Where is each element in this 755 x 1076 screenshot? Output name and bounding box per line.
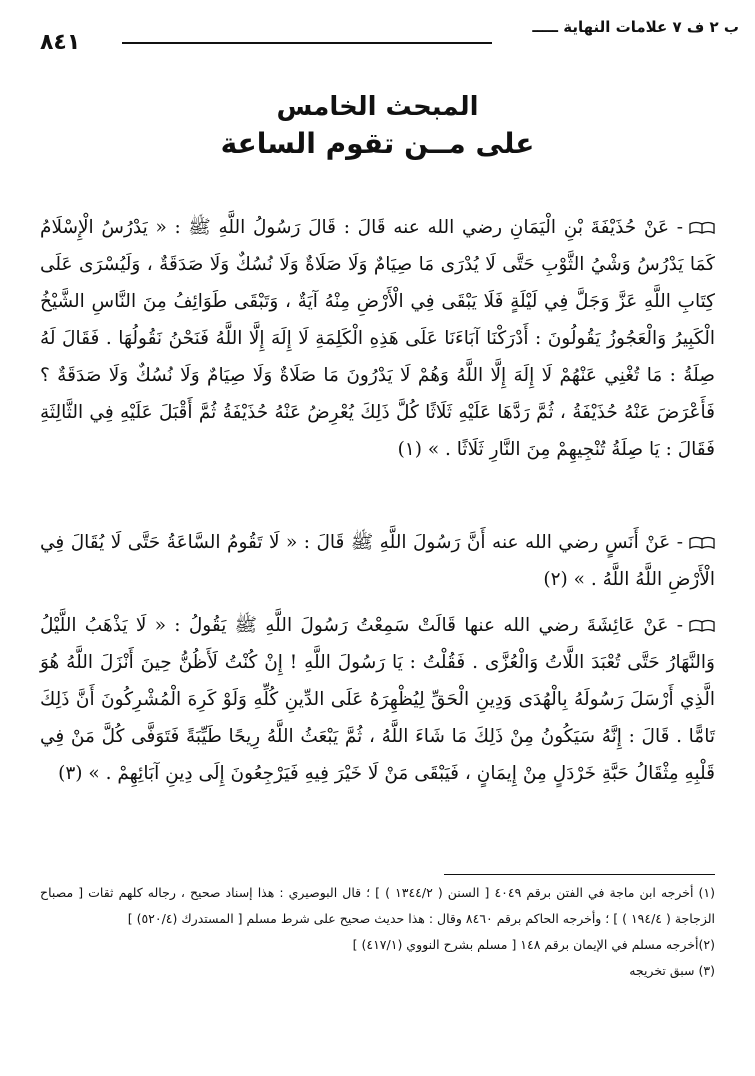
running-header: ب ٢ ف ٧ علامات النهاية ـــــ xyxy=(532,18,739,36)
footnote: (١) أخرجه ابن ماجة في الفتن برقم ٤٠٤٩ [ السنن ( ١٣٤٤/٢ ) ] ؛ قال البوصيري : هذا إسناد صحيح ، رجاله كلهم ثقات [ مصباح الزجاجة ( ١٩٤/٤ ) ] ؛ وأخرجه الحاكم برقم ٨٤٦٠ وقال : هذا حديث صحيح على شرط مسلم [ المستدرك (٥٢٠/٤) ] xyxy=(40,885,716,926)
footnote: (٢)أخرجه مسلم في الإيمان برقم ١٤٨ [ مسلم بشرح النووي (٤١٧/١) ] xyxy=(352,937,715,952)
header-rule xyxy=(122,42,492,44)
hadith-text: - عَنْ أَنَسٍ رضي الله عنه أَنَّ رَسُولَ اللَّهِ ﷺ قَالَ : « لَا تَقُومُ السَّاعَةُ حَتَّى لَا يُقَالَ فِي الْأَرْضِ اللَّهُ اللَّهُ . » (٢) xyxy=(40,531,715,590)
section-heading: المبحث الخامس xyxy=(276,92,479,122)
footnote-rule xyxy=(444,874,715,875)
section-subheading: على مــن تقوم الساعة xyxy=(220,127,535,160)
hadith-paragraph xyxy=(40,524,715,598)
footnotes xyxy=(40,880,715,984)
hadith-paragraph xyxy=(40,607,715,792)
book-icon xyxy=(689,619,715,633)
footnote: (٣) سبق تخريجه xyxy=(629,963,715,978)
book-icon xyxy=(689,536,715,550)
hadith-text: - عَنْ حُذَيْفَةَ بْنِ الْيَمَانِ رضي الله عنه قَالَ : قَالَ رَسُولُ اللَّهِ ﷺ : « يَدْرُسُ الْإِسْلَامُ كَمَا يَدْرُسُ وَشْيُ الثَّوْبِ حَتَّى لَا يُدْرَى مَا صِيَامٌ وَلَا صَلَاةٌ وَلَا نُسُكٌ وَلَا صَدَقَةٌ ، وَلَيُسْرَى عَلَى كِتَابِ اللَّهِ عَزَّ وَجَلَّ فِي لَيْلَةٍ فَلَا يَبْقَى فِي الْأَرْضِ مِنْهُ آيَةٌ ، وَتَبْقَى طَوَائِفُ مِنَ النَّاسِ الشَّيْخُ الْكَبِيرُ وَالْعَجُوزُ يَقُولُونَ : أَدْرَكْنَا آبَاءَنَا عَلَى هَذِهِ الْكَلِمَةِ لَا إِلَهَ إِلَّا اللَّهُ فَنَحْنُ نَقُولُهَا . فَقَالَ لَهُ صِلَةُ : مَا تُغْنِي عَنْهُمْ لَا إِلَهَ إِلَّا اللَّهُ وَهُمْ لَا يَدْرُونَ مَا صَلَاةٌ وَلَا صِيَامٌ وَلَا نُسُكٌ وَلَا صَدَقَةٌ ؟ فَأَعْرَضَ عَنْهُ حُذَيْفَةُ ، ثُمَّ رَدَّهَا عَلَيْهِ ثَلَاثًا كُلَّ ذَلِكَ يُعْرِضُ عَنْهُ حُذَيْفَةُ ثُمَّ أَقْبَلَ عَلَيْهِ فِي الثَّالِثَةِ فَقَالَ : يَا صِلَةُ تُنْجِيهِمْ مِنَ النَّارِ ثَلَاثًا . » (١) xyxy=(40,216,715,460)
hadith-text: - عَنْ عَائِشَةَ رضي الله عنها قَالَتْ سَمِعْتُ رَسُولَ اللَّهِ ﷺ يَقُولُ : « لَا يَذْهَبُ اللَّيْلُ وَالنَّهَارُ حَتَّى تُعْبَدَ اللَّاتُ وَالْعُزَّى . فَقُلْتُ : يَا رَسُولَ اللَّهِ ! إِنْ كُنْتُ لَأَظُنُّ حِينَ أَنْزَلَ اللَّهُ هُوَ الَّذِي أَرْسَلَ رَسُولَهُ بِالْهُدَى وَدِينِ الْحَقِّ لِيُظْهِرَهُ عَلَى الدِّينِ كُلِّهِ وَلَوْ كَرِهَ الْمُشْرِكُونَ أَنَّ ذَلِكَ تَامًّا . قَالَ : إِنَّهُ سَيَكُونُ مِنْ ذَلِكَ مَا شَاءَ اللَّهُ ، ثُمَّ يَبْعَثُ اللَّهُ رِيحًا طَيِّبَةً فَتَوَفَّى كُلَّ مَنْ فِي قَلْبِهِ مِثْقَالُ حَبَّةِ خَرْدَلٍ مِنْ إِيمَانٍ ، فَيَبْقَى مَنْ لَا خَيْرَ فِيهِ فَيَرْجِعُونَ إِلَى دِينِ آبَائِهِمْ . » (٣) xyxy=(40,614,715,784)
hadith-paragraph xyxy=(40,209,715,468)
page-number: ٨٤١ xyxy=(40,30,81,55)
book-icon xyxy=(689,221,715,235)
